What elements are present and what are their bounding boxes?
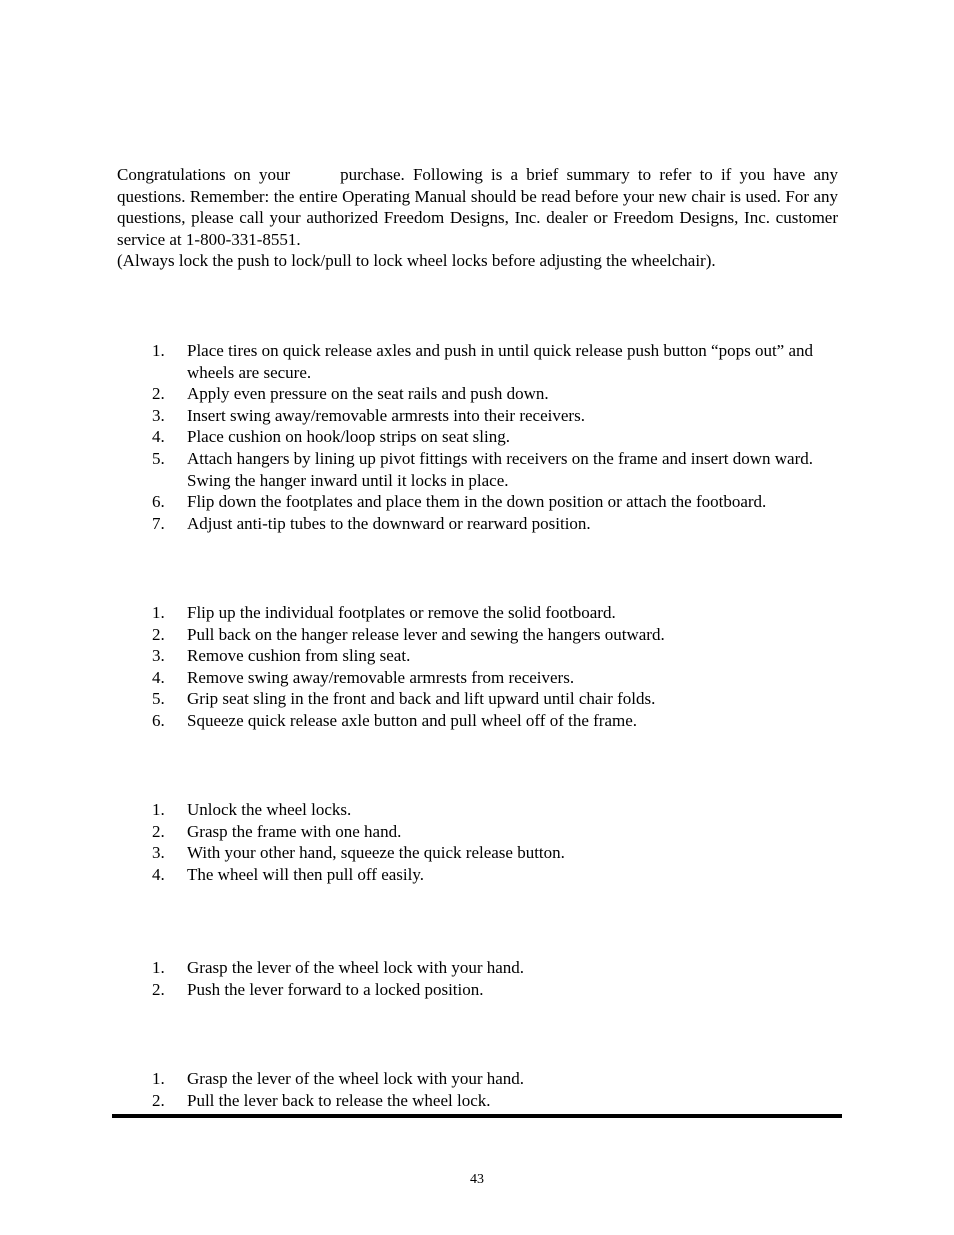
page-number: 43 (470, 1172, 484, 1187)
list-item (117, 405, 847, 427)
step-text: Place cushion on hook/loop strips on seat sling. (187, 427, 510, 447)
intro-paragraph (117, 164, 838, 250)
step-text: Insert swing away/removable armrests into their receivers. (187, 405, 585, 425)
step-number: 3. (152, 843, 165, 863)
wheel-lock-steps (117, 957, 847, 1000)
step-text: With your other hand, squeeze the quick release button. (187, 843, 565, 863)
list-item (117, 667, 847, 689)
step-number: 2. (152, 624, 165, 644)
intro-text-rest: purchase. Following is a brief summary to refer to if you have any questions. Remember: the entire Operating Manual should be read before your new chair is used. For any questions, please call your authorized Freedom Designs, Inc. dealer or Freedom Designs, Inc. customer service at 1-800-331-8551. (117, 165, 838, 249)
step-text: Pull the lever back to release the wheel lock. (187, 1090, 491, 1110)
list-item (117, 426, 847, 448)
wheel-unlock-steps (117, 1068, 847, 1111)
step-number: 4. (152, 427, 165, 447)
step-number: 1. (152, 341, 165, 360)
list-item (117, 448, 847, 491)
step-number: 4. (152, 864, 165, 884)
step-number: 6. (152, 492, 165, 512)
list-item (117, 602, 847, 624)
step-text: Adjust anti-tip tubes to the downward or rearward position. (187, 513, 591, 533)
step-number: 2. (152, 821, 165, 841)
list-item (117, 688, 847, 710)
step-number: 2. (152, 979, 165, 999)
list-item (117, 491, 847, 513)
step-number: 2. (152, 1090, 165, 1110)
intro-text (117, 164, 838, 272)
step-number: 7. (152, 513, 165, 533)
list-item (117, 864, 847, 886)
step-number: 5. (152, 689, 165, 709)
step-text: Flip up the individual footplates or remove the solid footboard. (187, 603, 616, 622)
list-item (117, 645, 847, 667)
step-text: Squeeze quick release axle button and pull wheel off of the frame. (187, 710, 638, 730)
step-text: Pull back on the hanger release lever and sewing the hangers outward. (187, 624, 665, 644)
step-number: 1. (152, 958, 165, 977)
list-item (117, 624, 847, 646)
step-number: 3. (152, 405, 165, 425)
wheel-removal-steps (117, 799, 847, 885)
step-text: Unlock the wheel locks. (187, 800, 352, 819)
footer-rule (112, 1114, 842, 1118)
step-number: 1. (152, 603, 165, 622)
step-text: Remove cushion from sling seat. (187, 646, 411, 666)
step-number: 2. (152, 384, 165, 404)
step-text: Place tires on quick release axles and push in until quick release push button “pops out” and wheels are secure. (187, 341, 814, 382)
folding-steps (117, 602, 847, 732)
step-text: Grip seat sling in the front and back and lift upward until chair folds. (187, 689, 656, 709)
step-text: Grasp the lever of the wheel lock with your hand. (187, 1069, 525, 1088)
list-item (117, 957, 847, 979)
step-number: 5. (152, 448, 165, 468)
intro-text-start: Congratulations on your (117, 165, 291, 184)
step-text: Apply even pressure on the seat rails and push down. (187, 384, 549, 404)
step-number: 6. (152, 710, 165, 730)
list-item (117, 513, 847, 535)
intro-note: (Always lock the push to lock/pull to lock wheel locks before adjusting the wheelchair). (117, 251, 716, 271)
step-text: Push the lever forward to a locked position. (187, 979, 484, 999)
step-text: The wheel will then pull off easily. (187, 864, 424, 884)
step-text: Grasp the lever of the wheel lock with your hand. (187, 958, 525, 977)
list-item (117, 1090, 847, 1112)
list-item (117, 979, 847, 1001)
list-item (117, 710, 847, 732)
list-item (117, 383, 847, 405)
step-text: Remove swing away/removable armrests from receivers. (187, 667, 575, 687)
step-number: 1. (152, 800, 165, 819)
list-item (117, 340, 847, 383)
setup-steps (117, 340, 847, 534)
list-item (117, 1068, 847, 1090)
step-number: 4. (152, 667, 165, 687)
step-number: 3. (152, 646, 165, 666)
step-text: Grasp the frame with one hand. (187, 821, 402, 841)
step-text: Flip down the footplates and place them in the down position or attach the footboard. (187, 492, 767, 512)
list-item (117, 821, 847, 843)
step-text: Attach hangers by lining up pivot fittings with receivers on the frame and insert down ward. Swing the hanger inward until it locks in place. (187, 448, 814, 490)
list-item (117, 799, 847, 821)
step-number: 1. (152, 1069, 165, 1088)
list-item (117, 842, 847, 864)
